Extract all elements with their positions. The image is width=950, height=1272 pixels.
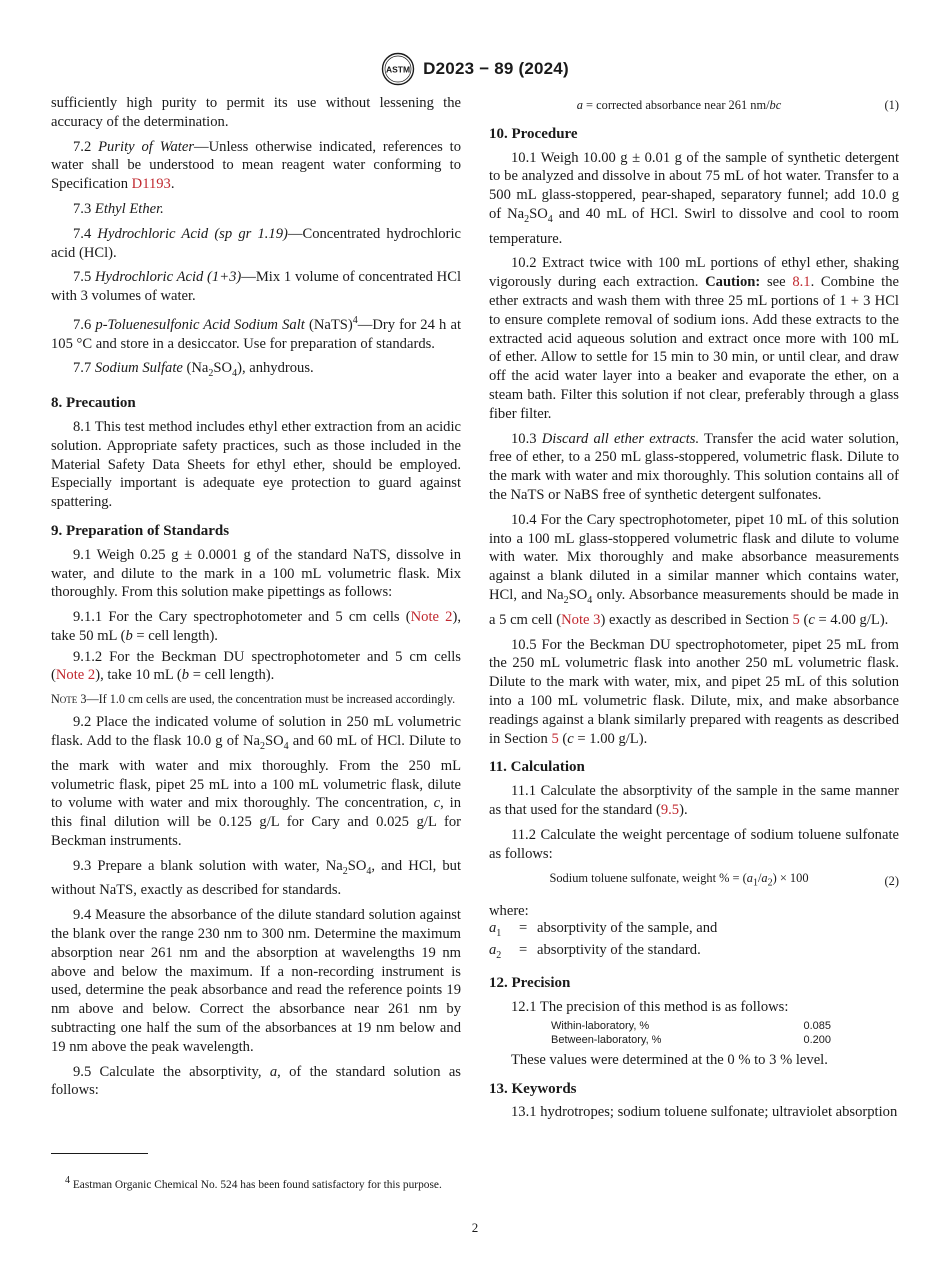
ref-section-5-link[interactable]: 5: [551, 730, 559, 747]
section-11-heading: 11. Calculation: [489, 759, 585, 776]
paragraph-7-3: 7.3 Ethyl Ether.: [73, 200, 164, 217]
section-10-heading: 10. Procedure: [489, 125, 578, 142]
paragraph-9-2: 9.2 Place the indicated volume of solution in 250 mL volumetric flask. Add to the flask 10.0 g of $Na_2SO_4$ and 60 mL of HCl. Dilute to the mark with water and mix thoroughly. From the 250 mL volumetric flask, pipet 25 mL into a 100 mL volumetric flask, dilute to volume with water and mix thoroughly. The concentration, c, in this final dilution will be 0.125 g/L for Cary and 0.025 g/L for Beckman instruments.: [51, 714, 461, 849]
equation-2: Sodium toluene sulfonate, weight % = $(a_1/a_2) \times 100$ (2): [489, 869, 899, 893]
equation-1: a = corrected absorbance near 261 nm/bc (1): [489, 96, 899, 115]
ref-d1193-link[interactable]: D1193: [131, 176, 171, 193]
paragraph-8-1: 8.1 This test method includes ethyl ether extraction from an acidic solution. Appropriate safety practices, such as those included in the Material Safety Data Sheets for ethyl ether, should be employed. Especially important is adequate eye protection to guard against spattering.: [51, 418, 461, 511]
section-13-heading: 13. Keywords: [489, 1080, 577, 1097]
paragraph-10-1: 10.1 Weigh 10.00 g ± 0.01 g of the sample of synthetic detergent to be analyzed and dissolve in about 75 mL of hot water. Transfer to a 500 mL glass-stoppered, pear-shaped, separatory funnel; add 10.0 g of $Na_2SO_4$ and 40 mL of HCl. Swirl to dissolve and cool to room temperature.: [489, 149, 900, 247]
paragraph-9-1-1: 9.1.1 For the Cary spectrophotometer and 5 cm cells (Note 2), take 50 mL (b = cell length).: [51, 609, 461, 644]
ref-9-5-link[interactable]: 9.5: [660, 801, 680, 818]
paragraph-9-3: 9.3 Prepare a blank solution with water, $Na_2SO_4$, and HCl, but without NaTS, exactly as described for standards.: [51, 857, 461, 899]
paragraph-12-1: 12.1 The precision of this method is as follows:: [511, 998, 789, 1015]
precision-row: Within-laboratory, % 0.085: [551, 1019, 831, 1032]
astm-logo-icon: [381, 52, 415, 86]
ref-8-1-link[interactable]: 8.1: [792, 274, 811, 291]
paragraph-9-5: 9.5 Calculate the absorptivity, a, of the standard solution as follows:: [51, 1063, 461, 1099]
right-column: [489, 94, 899, 1128]
paragraph-7-4: 7.4 Hydrochloric Acid (sp gr 1.19)—Concentrated hydrochloric acid (HCl).: [51, 225, 462, 261]
footnote-4-mark[interactable]: 4: [352, 314, 358, 326]
definition-a2: $a_2$ = absorptivity of the standard.: [489, 942, 701, 962]
equation-2-number: (2): [884, 874, 899, 889]
ref-note-3-link[interactable]: Note 3: [561, 611, 601, 628]
logo-text: ASTM: [386, 64, 411, 75]
paragraph-10-5: 10.5 For the Beckman DU spectrophotometer, pipet 25 mL from the 250 mL volumetric flask into another 250 mL volumetric flask. Dilute to the mark with water, mix, and pipet 25 mL of this solution into a 100 mL volumetric flask. Dilute, mix, and make absorbance readings against a blank similarly prepared with reagents as described in Section 5 (c = 1.00 g/L).: [489, 636, 899, 747]
paragraph-9-1-2: 9.1.2 For the Beckman DU spectrophotometer and 5 cm cells (Note 2), take 10 mL (b = cell length).: [51, 648, 461, 684]
paragraph-7-7: 7.7 Sodium Sulfate $(Na_2SO_4)$, anhydrous.: [73, 360, 314, 380]
page-number: 2: [471, 1220, 479, 1235]
section-12-heading: 12. Precision: [489, 975, 571, 992]
paragraph-11-1: 11.1 Calculate the absorptivity of the sample in the same manner as that used for the standard (9.5).: [489, 783, 899, 818]
paragraph-10-2: 10.2 Extract twice with 100 mL portions of ethyl ether, shaking vigorously during each extraction. Caution: see 8.1. Combine the ether extracts and wash them with three 25 mL portions of 1 + 3 HCl to ensure complete removal of sodium ions. Add these extracts to the extracted acid aqueous solution and extract once more with 100 mL of ether. Allow to settle for 15 min to 30 min, or until clear, and draw off the acid water layer into a beaker and evaporate the ether, on a steam bath. Filter this solution if not clear, preferably through a glass fiber filter.: [489, 255, 899, 422]
paragraph-9-4: 9.4 Measure the absorbance of the dilute standard solution against the blank over the range 230 nm to 300 nm. Determine the maximum absorption near 261 nm and the absorption at wavelengths 19 nm above and below the maximum. If a non-recording instrument is used, determine the peak absorbance and read the reference points 19 nm above and below. Correct the absorbance near 261 nm by subtracting one half the sum of the absorbances at 19 nm below and 19 nm above the peak wavelength.: [51, 907, 461, 1055]
paragraph-9-1: 9.1 Weigh 0.25 g ± 0.0001 g of the standard NaTS, dissolve in water, and dilute to the mark in a 100 mL volumetric flask. Mix thoroughly. From this solution make pipettings as follows:: [51, 546, 461, 601]
paragraph-7-6: 7.6 p-Toluenesulfonic Acid Sodium Salt (NaTS)$^4$—Dry for 24 h at 105 °C and store in a desiccator. Use for preparation of standards.: [51, 314, 462, 352]
ref-section-5-link[interactable]: 5: [792, 611, 800, 628]
section-9-heading: 9. Preparation of Standards: [51, 522, 230, 539]
where-label: where:: [489, 902, 529, 919]
paragraph-continued: sufficiently high purity to permit its use without lessening the accuracy of the determination.: [51, 95, 461, 130]
paragraph-13-1: 13.1 hydrotropes; sodium toluene sulfonate; ultraviolet absorption: [511, 1104, 898, 1121]
left-column: [51, 94, 461, 1106]
ref-note-2-link[interactable]: Note 2: [410, 609, 453, 626]
precision-note: These values were determined at the 0 % to 3 % level.: [511, 1051, 828, 1068]
footnote-rule: [51, 1153, 148, 1154]
note-3: Note 3—If 1.0 cm cells are used, the concentration must be increased accordingly.: [51, 692, 456, 707]
paragraph-7-2: 7.2 Purity of Water—Unless otherwise indicated, references to water shall be understood to mean reagent water conforming to Specification D1193.: [51, 138, 461, 193]
paragraph-10-4: 10.4 For the Cary spectrophotometer, pipet 10 mL of this solution into a 100 mL glass-stoppered volumetric flask and dilute to volume with water. Mix thoroughly and make absorbance measurements against a blank diluted in a similar manner which contains water, HCl, and $Na_2SO_4$ only. Absorbance measurements should be made in a 5 cm cell (Note 3) exactly as described in Section 5 (c = 4.00 g/L).: [489, 511, 899, 628]
document-designation: D2023 − 89 (2024): [423, 59, 569, 78]
paragraph-11-2: 11.2 Calculate the weight percentage of sodium toluene sulfonate as follows:: [489, 826, 899, 862]
page-header: [0, 52, 950, 86]
paragraph-10-3: 10.3 Discard all ether extracts. Transfer the acid water solution, free of ether, to a 250 mL glass-stoppered, volumetric flask. Dilute to the mark with water and mix thoroughly. This solution contains all of the NaTS or NaBS free of synthetic detergent sulfonates.: [489, 430, 899, 504]
footnote-4: $^4$ Eastman Organic Chemical No. 524 has been found satisfactory for this purpose.: [65, 1175, 442, 1192]
paragraph-7-5: 7.5 Hydrochloric Acid (1+3)—Mix 1 volume of concentrated HCl with 3 volumes of water.: [51, 269, 461, 305]
ref-note-2-link[interactable]: Note 2: [55, 667, 96, 684]
precision-table: [551, 1019, 899, 1047]
precision-row: Between-laboratory, % 0.200: [551, 1033, 831, 1046]
equation-1-number: (1): [884, 98, 899, 112]
definition-a1: $a_1$ = absorptivity of the sample, and: [489, 920, 718, 940]
section-8-heading: 8. Precaution: [51, 395, 136, 412]
